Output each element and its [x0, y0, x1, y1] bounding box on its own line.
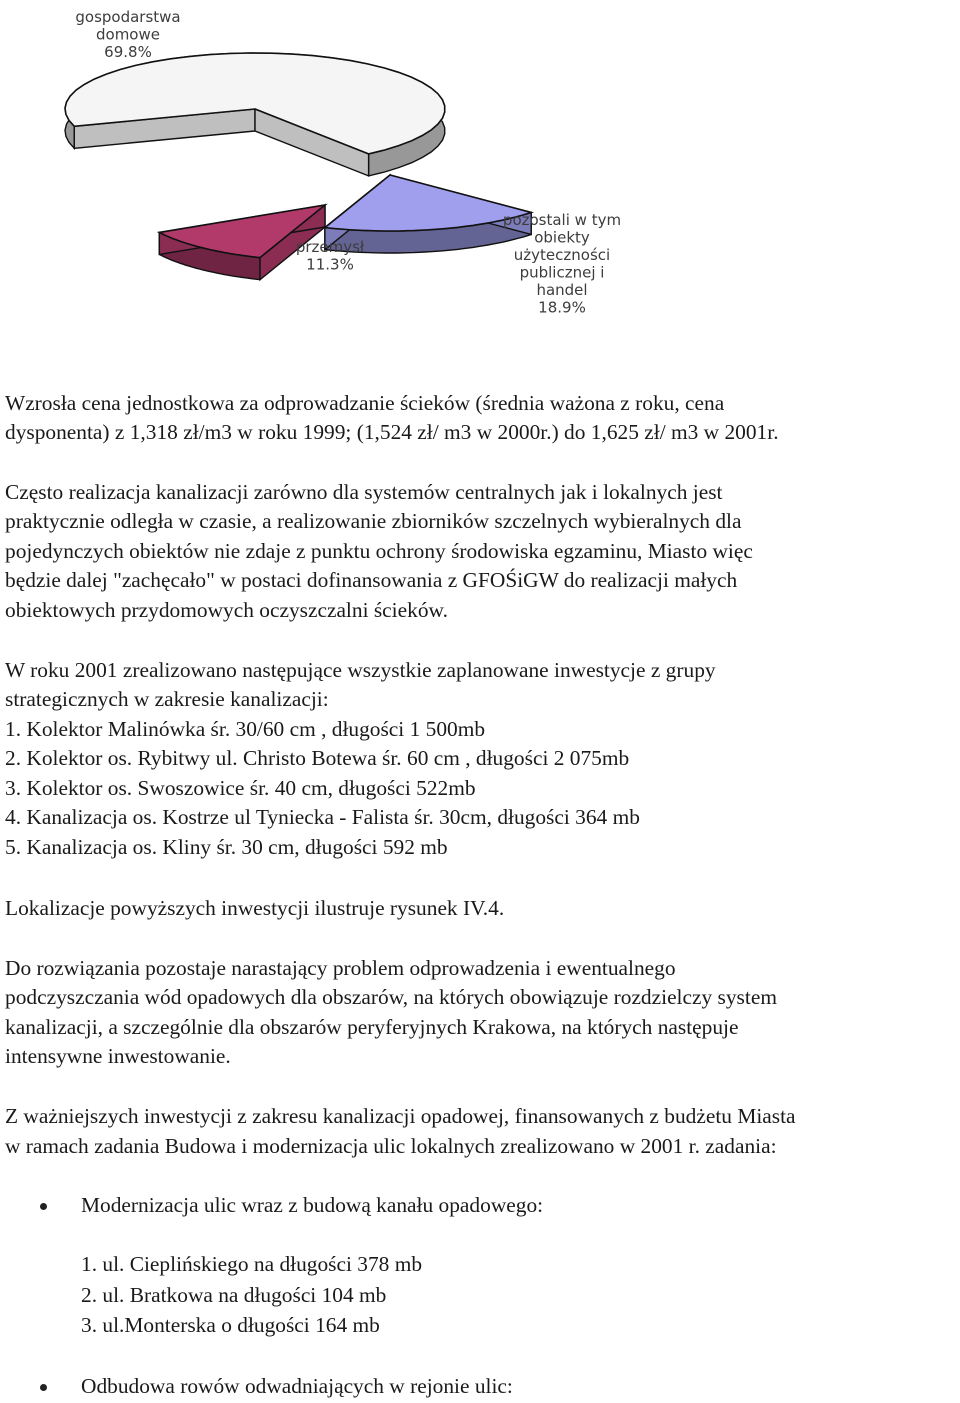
street-item-3: 3. ul.Monterska o długości 164 mb: [81, 1313, 380, 1337]
para2-line-3: pojedynczych obiektów nie zdaje z punktu ochrony środowiska egzaminu, Miasto więc: [5, 539, 753, 563]
figure-reference: Lokalizacje powyższych inwestycji ilustruje rysunek IV.4.: [5, 896, 505, 920]
price-line-1: Wzrosła cena jednostkowa za odprowadzanie ścieków (średnia ważona z roku, cena: [5, 391, 725, 415]
investment-item-3: 3. Kolektor os. Swoszowice śr. 40 cm, długości 522mb: [5, 776, 476, 800]
para5-line-3: kanalizacji, a szczególnie dla obszarów peryferyjnych Krakowa, na których następuje: [5, 1015, 739, 1039]
pie-slice-label: przemysł 11.3%: [295, 238, 365, 274]
street-item-2: 2. ul. Bratkowa na długości 104 mb: [81, 1283, 387, 1307]
para6-line-1: Z ważniejszych inwestycji z zakresu kanalizacji opadowej, finansowanych z budżetu Miasta: [5, 1104, 796, 1128]
para2-line-2: praktycznie odległa w czasie, a realizowanie zbiorników szczelnych wybieralnych dla: [5, 509, 742, 533]
bullet-title-2: Odbudowa rowów odwadniających w rejonie ulic:: [81, 1374, 513, 1398]
bullet-dot: [40, 1203, 47, 1210]
para2-line-4: będzie dalej "zachęcało" w postaci dofinansowania z GFOŚiGW do realizacji małych: [5, 568, 738, 592]
pie-slice-label: pozostali w tym obiekty użyteczności publicznej i handel 18.9%: [502, 211, 622, 317]
para2-line-5: obiektowych przydomowych oczyszczalni ścieków.: [5, 598, 448, 622]
para2-line-1: Często realizacja kanalizacji zarówno dla systemów centralnych jak i lokalnych jest: [5, 480, 723, 504]
pie-chart: [0, 0, 960, 340]
para3-line-2: strategicznych w zakresie kanalizacji:: [5, 687, 329, 711]
pie-slice-label: gospodarstwa domowe 69.8%: [75, 8, 181, 61]
investment-item-1: 1. Kolektor Malinówka śr. 30/60 cm , długości 1 500mb: [5, 717, 486, 741]
pie-slice: [65, 53, 445, 176]
para5-line-2: podczyszczania wód opadowych dla obszarów, na których obowiązuje rozdzielczy system: [5, 985, 777, 1009]
bullet-title-1: Modernizacja ulic wraz z budową kanału opadowego:: [81, 1193, 544, 1217]
bullet-dot: [40, 1384, 47, 1391]
para6-line-2: w ramach zadania Budowa i modernizacja ulic lokalnych zrealizowano w 2001 r. zadania:: [5, 1134, 777, 1158]
street-item-1: 1. ul. Cieplińskiego na długości 378 mb: [81, 1252, 423, 1276]
investment-item-5: 5. Kanalizacja os. Kliny śr. 30 cm, długości 592 mb: [5, 835, 448, 859]
para3-line-1: W roku 2001 zrealizowano następujące wszystkie zaplanowane inwestycje z grupy: [5, 658, 716, 682]
para5-line-4: intensywne inwestowanie.: [5, 1044, 231, 1068]
investment-item-4: 4. Kanalizacja os. Kostrze ul Tyniecka - Falista śr. 30cm, długości 364 mb: [5, 805, 640, 829]
price-line-2: dysponenta) z 1,318 zł/m3 w roku 1999; (1,524 zł/ m3 w 2000r.) do 1,625 zł/ m3 w 2001r.: [5, 420, 779, 444]
investment-item-2: 2. Kolektor os. Rybitwy ul. Christo Botewa śr. 60 cm , długości 2 075mb: [5, 746, 630, 770]
para5-line-1: Do rozwiązania pozostaje narastający problem odprowadzenia i ewentualnego: [5, 956, 676, 980]
